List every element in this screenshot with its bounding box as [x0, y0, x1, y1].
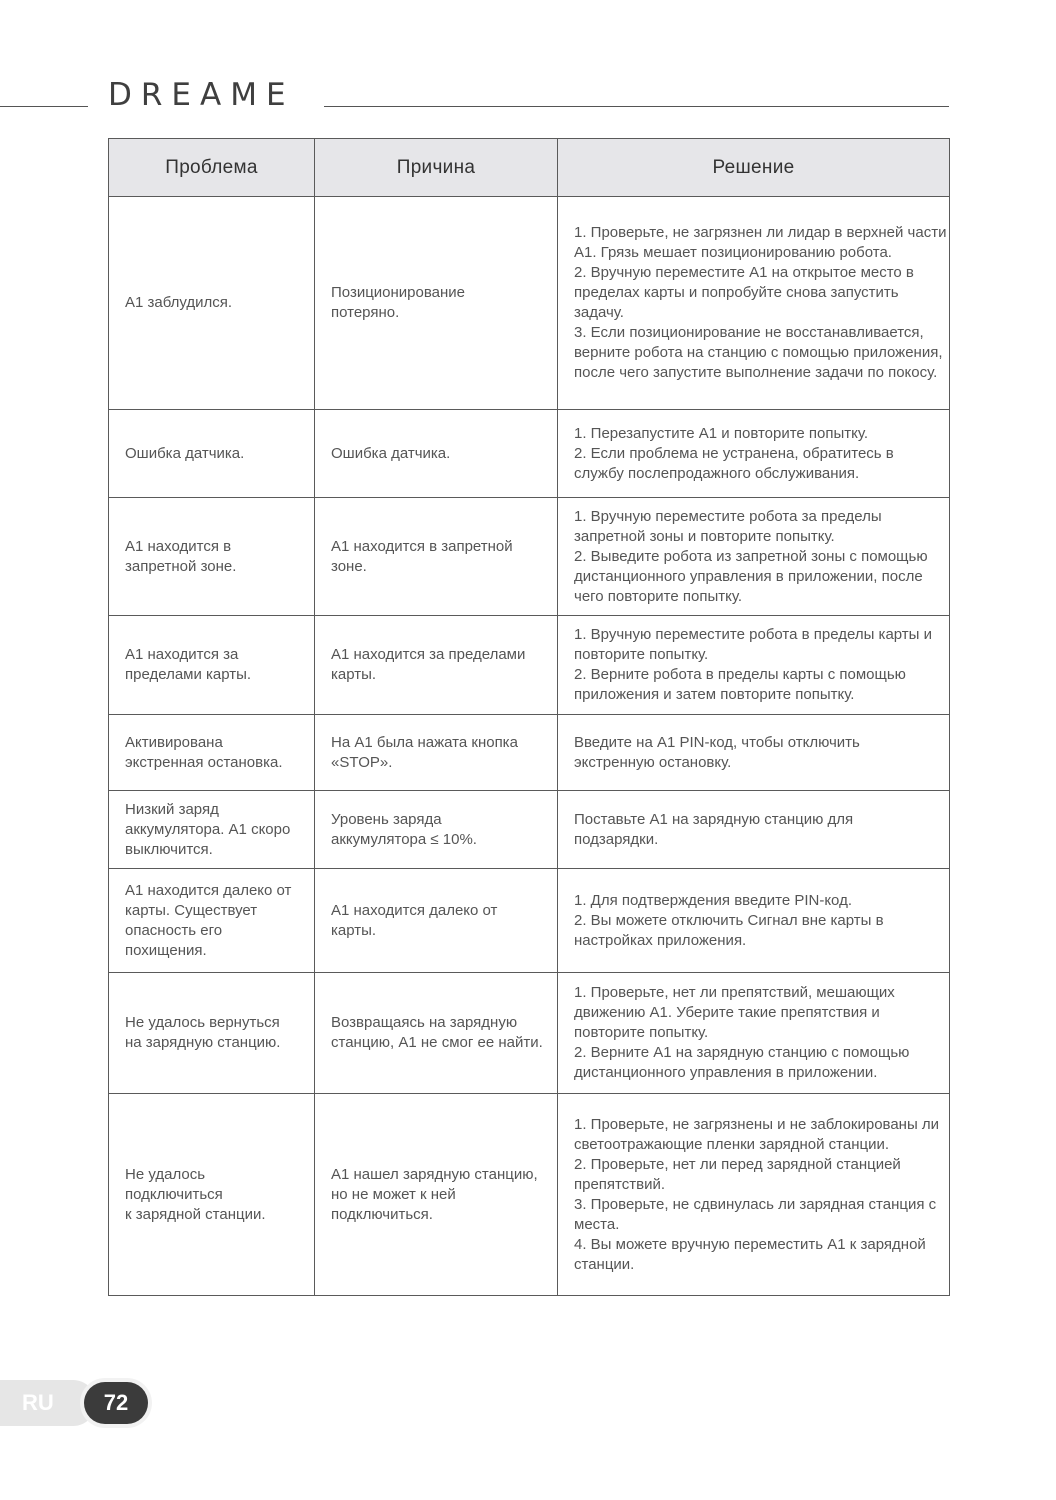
cause-cell: Уровень заряда аккумулятора ≤ 10%.: [315, 791, 558, 869]
problem-cell: A1 находится в запретной зоне.: [109, 498, 315, 616]
problem-cell: Активирована экстренная остановка.: [109, 715, 315, 791]
cause-cell: Позиционирование потеряно.: [315, 197, 558, 410]
cause-cell: Ошибка датчика.: [315, 410, 558, 498]
solution-cell: 1. Вручную переместите робота за пределы запретной зоны и повторите попытку. 2. Выведите робота из запретной зоны с помощью дистанционного управления в приложении, после чего повторите попытку.: [558, 498, 950, 616]
table-row: [109, 410, 950, 498]
problem-cell: A1 находится за пределами карты.: [109, 616, 315, 715]
table-row: [109, 715, 950, 791]
solution-cell: 1. Проверьте, нет ли препятствий, мешающих движению A1. Уберите такие препятствия и повторите попытку. 2. Верните A1 на зарядную станцию с помощью дистанционного управления в приложении.: [558, 973, 950, 1094]
table-row: [109, 498, 950, 616]
column-header-solution: Решение: [558, 139, 950, 197]
page-number: 72: [84, 1382, 148, 1424]
problem-cell: Ошибка датчика.: [109, 410, 315, 498]
troubleshooting-table: [108, 138, 950, 1296]
cause-cell: Возвращаясь на зарядную станцию, A1 не смог ее найти.: [315, 973, 558, 1094]
problem-cell: Низкий заряд аккумулятора. A1 скоро выключится.: [109, 791, 315, 869]
language-badge: RU: [0, 1380, 96, 1426]
problem-cell: A1 находится далеко от карты. Существует опасность его похищения.: [109, 869, 315, 973]
cause-cell: На A1 была нажата кнопка «STOP».: [315, 715, 558, 791]
table-row: [109, 197, 950, 410]
table-row: [109, 869, 950, 973]
cause-cell: A1 нашел зарядную станцию, но не может к ней подключиться.: [315, 1094, 558, 1296]
problem-cell: A1 заблудился.: [109, 197, 315, 410]
problem-cell: Не удалось подключиться к зарядной станции.: [109, 1094, 315, 1296]
header-rule-left: [0, 106, 88, 107]
solution-cell: 1. Для подтверждения введите PIN-код. 2. Вы можете отключить Сигнал вне карты в настройках приложения.: [558, 869, 950, 973]
solution-cell: 1. Проверьте, не загрязнен ли лидар в верхней части A1. Грязь мешает позиционированию робота. 2. Вручную переместите A1 на открытое место в пределах карты и попробуйте снова запустить задачу. 3. Если позиционирование не восстанавливается, верните робота на станцию с помощью приложения, после чего запустите выполнение задачи по покосу.: [558, 197, 950, 410]
table-row: [109, 791, 950, 869]
problem-cell: Не удалось вернуться на зарядную станцию.: [109, 973, 315, 1094]
solution-cell: Поставьте A1 на зарядную станцию для подзарядки.: [558, 791, 950, 869]
column-header-problem: Проблема: [109, 139, 315, 197]
solution-cell: 1. Вручную переместите робота в пределы карты и повторите попытку. 2. Верните робота в пределы карты с помощью приложения и затем повторите попытку.: [558, 616, 950, 715]
solution-cell: Введите на A1 PIN-код, чтобы отключить экстренную остановку.: [558, 715, 950, 791]
cause-cell: A1 находится за пределами карты.: [315, 616, 558, 715]
table-row: [109, 1094, 950, 1296]
cause-cell: A1 находится далеко от карты.: [315, 869, 558, 973]
cause-cell: A1 находится в запретной зоне.: [315, 498, 558, 616]
brand-logo: DREAME: [108, 77, 295, 113]
solution-cell: 1. Проверьте, не загрязнены и не заблокированы ли светоотражающие пленки зарядной станции. 2. Проверьте, нет ли перед зарядной станцией препятствий. 3. Проверьте, не сдвинулась ли зарядная станция с места. 4. Вы можете вручную переместить A1 к зарядной станции.: [558, 1094, 950, 1296]
table-header-row: [109, 139, 950, 197]
solution-cell: 1. Перезапустите A1 и повторите попытку. 2. Если проблема не устранена, обратитесь в службу послепродажного обслуживания.: [558, 410, 950, 498]
table-row: [109, 616, 950, 715]
table-row: [109, 973, 950, 1094]
column-header-cause: Причина: [315, 139, 558, 197]
header-rule-right: [324, 106, 949, 107]
